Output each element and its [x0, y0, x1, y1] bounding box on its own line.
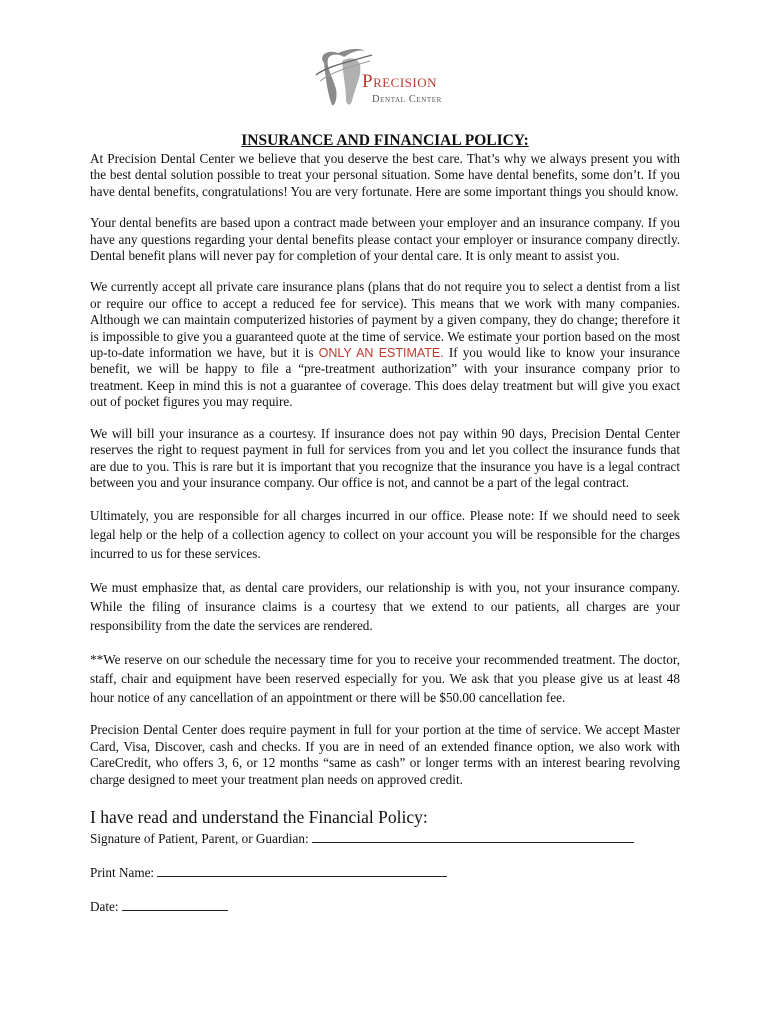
paragraph-insurance-plans-start: We currently accept all private care insurance plans (plans that do not require you to select a dentist from a list or require our office to accept a reduced fee for service). This means that we work with many companies. Although we can maintain computerized histories of payment by a given company, they do change; therefore it is impossible to give you a guaranteed quote at the time of service. We estimate your portion based on the most up-to-date information we have, but it is	[90, 279, 680, 361]
paragraph-relationship: We must emphasize that, as dental care providers, our relationship is with you, not your insurance company. While the filing of insurance claims is a courtesy that we extend to our patients, all charges are your responsibility from the date the services are rendered.	[90, 580, 680, 634]
paragraph-payment: Precision Dental Center does require payment in full for your portion at the time of service. We accept Master Card, Visa, Discover, cash and checks. If you are in need of an extended finance option, we also work with CareCredit, who offers 3, 6, or 12 months “same as cash” or longer terms with an interest bearing revolving charge designed to meet your treatment plan needs on approved credit.	[90, 722, 680, 787]
paragraph-insurance-plans	[90, 279, 680, 410]
date-row	[90, 898, 680, 915]
paragraph-benefits-contract: Your dental benefits are based upon a contract made between your employer and an insurance company. If you have any questions regarding your dental benefits please contact your employer or insurance company directly. Dental benefit plans will never pay for completion of your dental care. It is only meant to assist you.	[90, 215, 680, 264]
acknowledgement-heading: I have read and understand the Financial Policy:	[90, 806, 428, 827]
page-title: INSURANCE AND FINANCIAL POLICY:	[241, 132, 529, 149]
paragraph-intro: At Precision Dental Center we believe that you deserve the best care. That’s why we always present you with the best dental solution possible to treat your personal situation. Some have dental benefits, some don’t. If you have dental benefits, congratulations! You are very fortunate. Here are some important things you should know.	[90, 151, 680, 199]
paragraph-responsibility: Ultimately, you are responsible for all charges incurred in our office. Please note: If we should need to seek legal help or the help of a collection agency to collect on your account you will be responsible for the charges incurred to us for these services.	[90, 508, 680, 562]
signature-label: Signature of Patient, Parent, or Guardian:	[90, 830, 309, 846]
paragraph-billing: We will bill your insurance as a courtesy. If insurance does not pay within 90 days, Precision Dental Center reserves the right to request payment in full for services from you and let you collect the insurance funds that are due to you. This is rare but it is important that you recognize that the insurance you have is a legal contract between you and your insurance company. Our office is not, and cannot be a part of the legal contract.	[90, 425, 680, 490]
logo	[314, 45, 474, 109]
signature-row	[90, 830, 680, 847]
logo-wordmark-primary: Precision	[362, 71, 438, 92]
signature-field[interactable]	[312, 830, 634, 843]
print-name-label: Print Name:	[90, 864, 155, 880]
print-name-field[interactable]	[157, 864, 447, 877]
date-field[interactable]	[122, 898, 228, 911]
policy-body	[90, 151, 680, 915]
print-name-row	[90, 864, 680, 881]
paragraph-insurance-plans-end: If you would like to know your insurance benefit, we will be happy to file a “pre-treatment authorization” with your insurance company prior to treatment. Keep in mind this is not a guarantee of coverage. This does delay treatment but will give you exact out of pocket figures you may require.	[90, 345, 681, 410]
estimate-highlight: ONLY AN ESTIMATE.	[318, 346, 444, 361]
date-label: Date:	[90, 898, 119, 914]
logo-wordmark-secondary: Dental Center	[372, 94, 442, 105]
paragraph-cancellation: **We reserve on our schedule the necessary time for you to receive your recommended treatment. The doctor, staff, chair and equipment have been reserved especially for you. We ask that you please give us at least 48 hour notice of any cancellation of an appointment or there will be $50.00 cancellation fee.	[90, 652, 680, 706]
